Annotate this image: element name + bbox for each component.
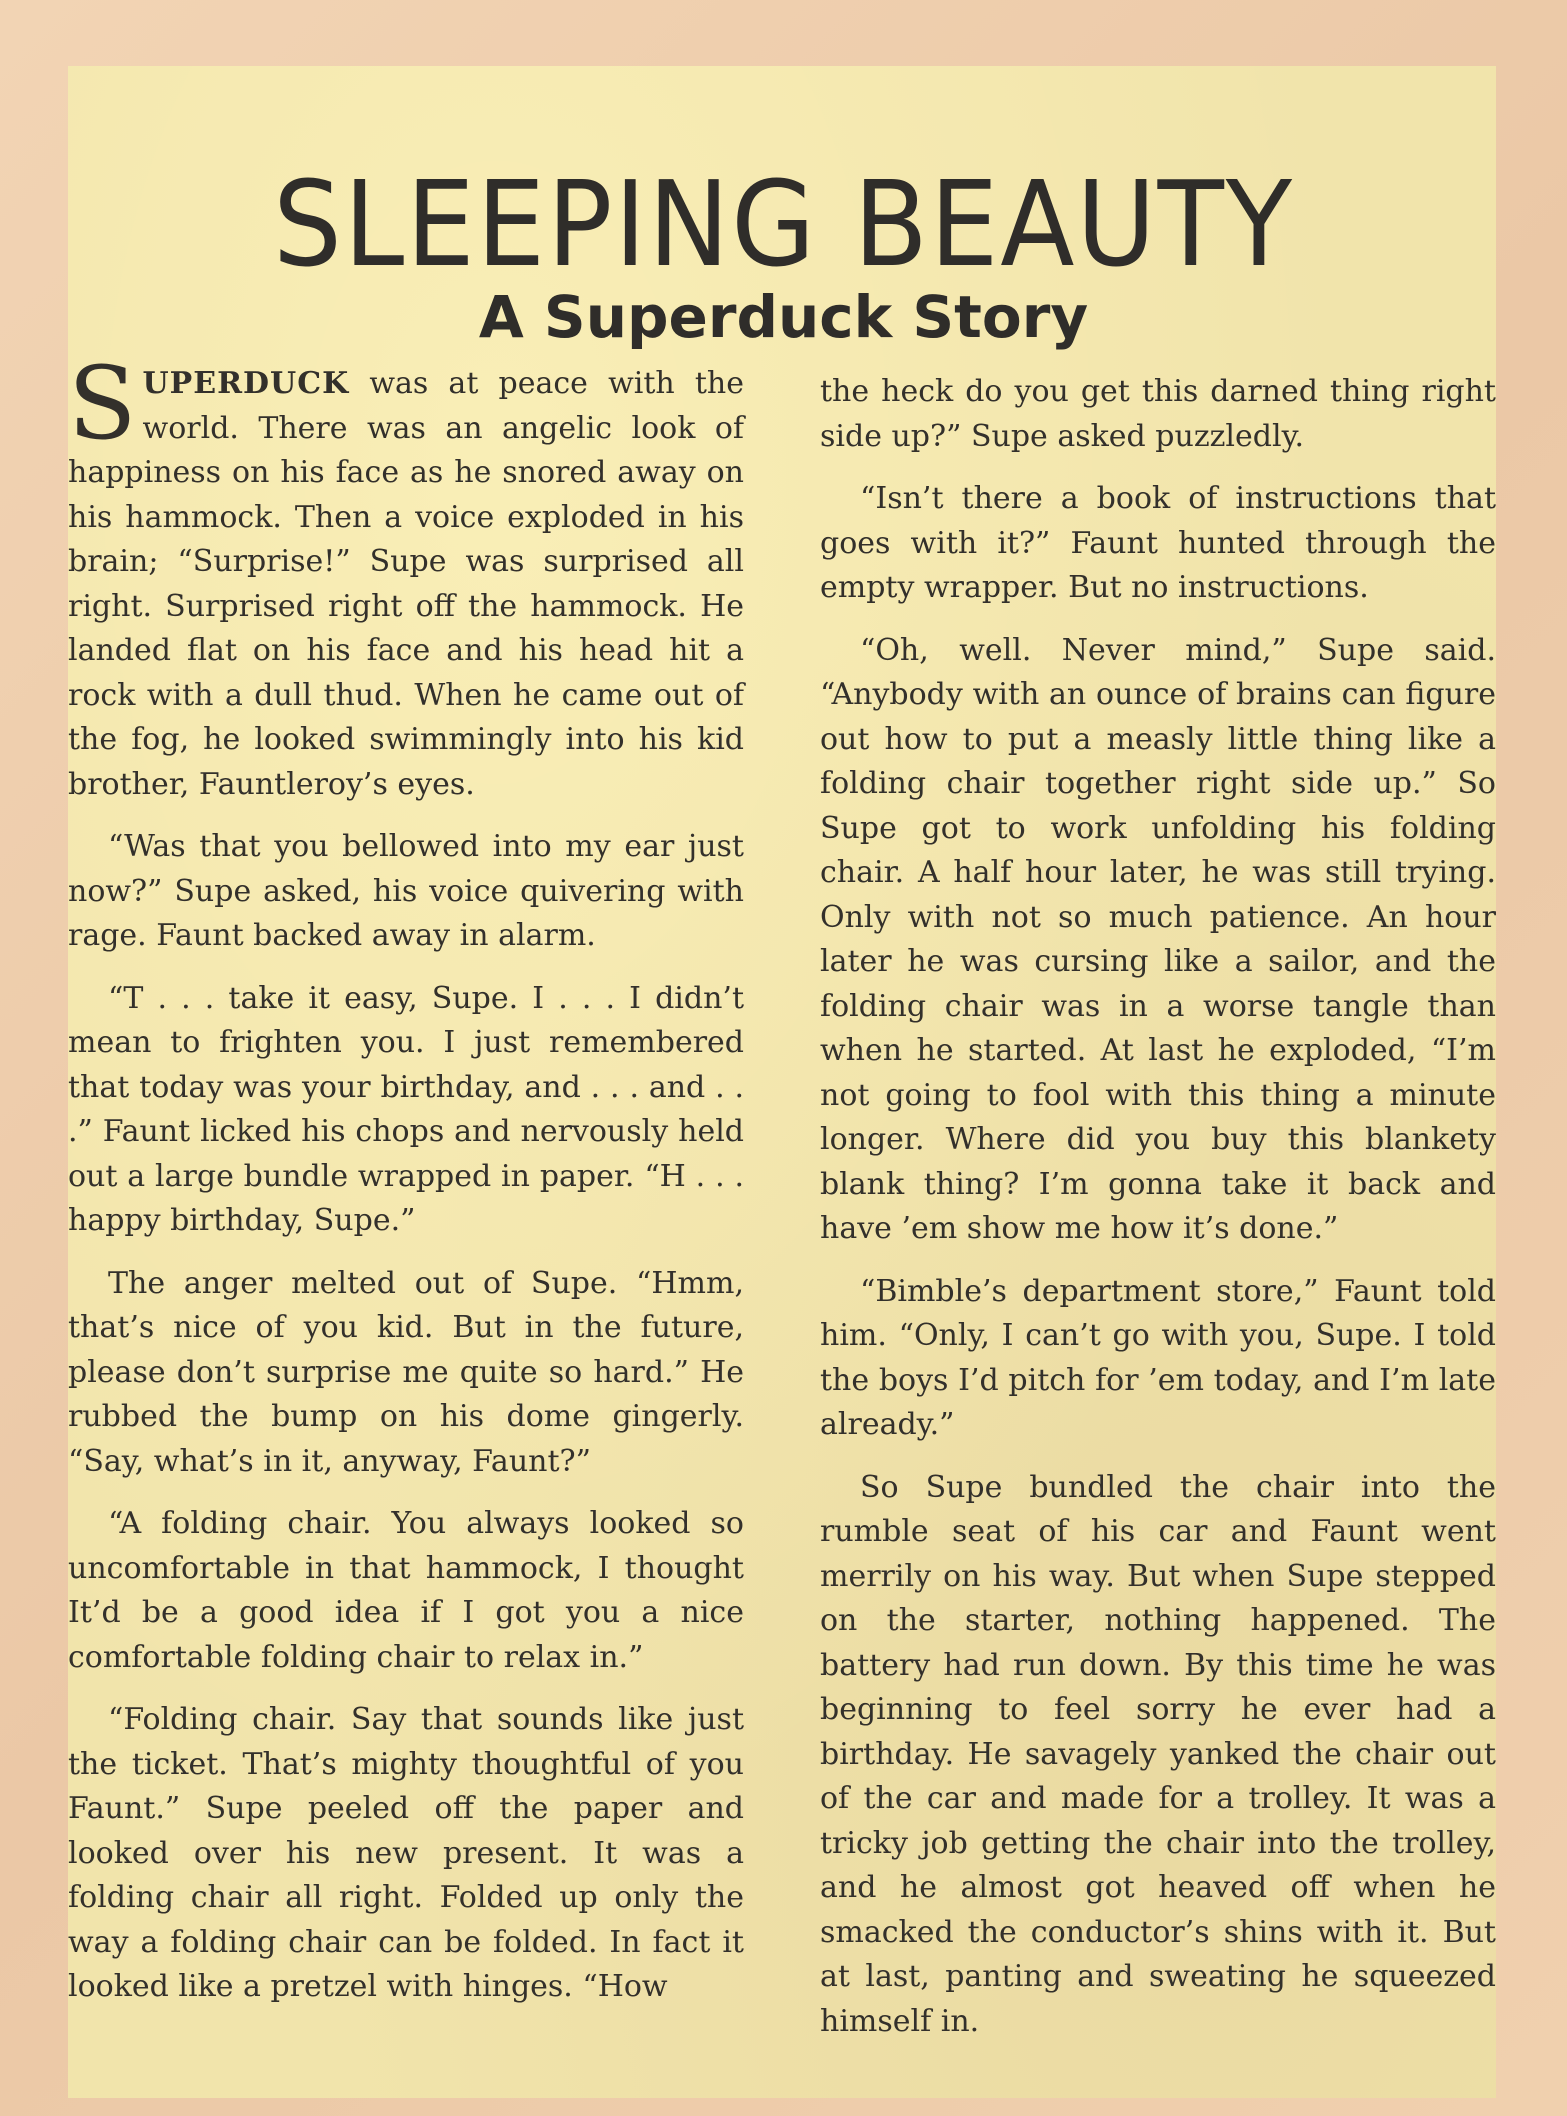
paragraph-text: was at peace with the world. There was an angelic look of happiness on his face as he snored away on his hammock. Then a voice exploded in his brain; “Surprise!” Supe was surprised all right. Surprised right off the hammock. He landed flat on his face and his head hit a rock with a dull thud. When he came out of the fog, he looked swimmingly into his kid brother, Fauntleroy’s eyes. xyxy=(68,366,744,802)
paragraph: The anger melted out of Supe. “Hmm, that’s nice of you kid. But in the future, please don’t surprise me quite so hard.” He rubbed the bump on his dome gingerly. “Say, what’s in it, anyway, Faunt?” xyxy=(68,1265,744,1479)
left-column xyxy=(68,345,744,2028)
paragraph: “Isn’t there a book of instructions that goes with it?” Faunt hunted through the empty wrapper. But no instructions. xyxy=(820,481,1496,605)
paragraph: “Bimble’s department store,” Faunt told him. “Only, I can’t go with you, Supe. I told the boys I’d pitch for ’em today, and I’m late already.” xyxy=(820,1273,1496,1442)
drop-cap: S xyxy=(68,345,137,462)
paragraph: “Folding chair. Say that sounds like just the ticket. That’s mighty thoughtful of you Faunt.” Supe peeled off the paper and looked over his new present. It was a folding chair all right. Folded up only the way a folding chair can be folded. In fact it looked like a pretzel with hinges. “How xyxy=(68,1702,744,2004)
paragraph: So Supe bundled the chair into the rumble seat of his car and Faunt went merrily on his way. But when Supe stepped on the starter, nothing happened. The battery had run down. By this time he was beginning to feel sorry he ever had a birthday. He savagely yanked the chair out of the car and made for a trolley. It was a tricky job getting the chair into the trolley, and he almost got heaved off when he smacked the conductor’s shins with it. But at last, panting and sweating he squeezed himself in. xyxy=(820,1469,1496,2039)
paragraph: the heck do you get this darned thing right side up?” Supe asked puzzledly. xyxy=(820,374,1496,454)
paragraph: “A folding chair. You always looked so uncomfortable in that hammock, I thought It’d be a good idea if I got you a nice comfortable folding chair to relax in.” xyxy=(68,1506,744,1675)
paragraph: “Was that you bellowed into my ear just now?” Supe asked, his voice quivering with rage. Faunt backed away in alarm. xyxy=(68,829,744,953)
right-column xyxy=(820,370,1496,2062)
paragraph: “Oh, well. Never mind,” Supe said. “Anybody with an ounce of brains can figure out how to put a measly little thing like a folding chair together right side up.” So Supe got to work unfolding his folding chair. A half hour later, he was still trying. Only with not so much patience. An hour later he was cursing like a sailor, and the folding chair was in a worse tangle than when he started. At last he exploded, “I’m not going to fool with this thing a minute longer. Where did you buy this blankety blank thing? I’m gonna take it back and have ’em show me how it’s done.” xyxy=(820,632,1496,1246)
story-subtitle: A Superduck Story xyxy=(478,283,1089,352)
story-title: SLEEPING BEAUTY xyxy=(273,155,1294,294)
paragraph: “T . . . take it easy, Supe. I . . . I didn’t mean to frighten you. I just remembered that today was your birthday, and . . . and . . .” Faunt licked his chops and nervously held out a large bundle wrapped in paper. “H . . . happy birthday, Supe.” xyxy=(68,980,744,1238)
opening-caps: UPERDUCK xyxy=(142,366,350,401)
paragraph xyxy=(68,345,744,807)
